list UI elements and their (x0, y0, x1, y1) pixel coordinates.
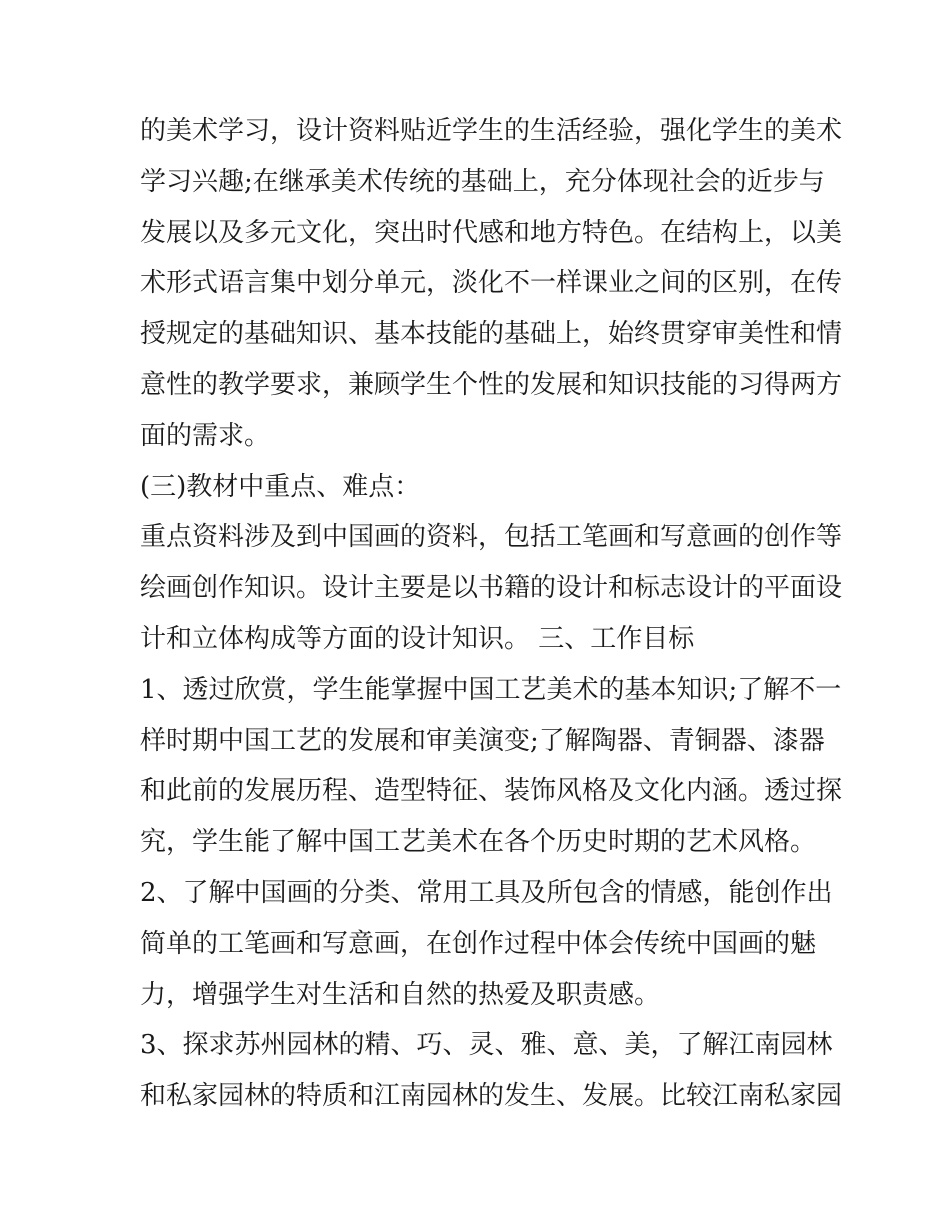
text-line: 发展以及多元文化，突出时代感和地方特色。在结构上，以美 (140, 217, 843, 248)
list-item-line: 2、了解中国画的分类、常用工具及所包含的情感，能创作出 (140, 877, 833, 908)
list-item-line: 样时期中国工艺的发展和审美演变;了解陶器、青铜器、漆器 (140, 725, 825, 756)
list-item-line: 简单的工笔画和写意画，在创作过程中体会传统中国画的魅 (140, 928, 817, 959)
list-item-line: 和私家园林的特质和江南园林的发生、发展。比较江南私家园 (140, 1081, 843, 1112)
section-heading: (三)教材中重点、难点： (140, 471, 421, 502)
text-line: 重点资料涉及到中国画的资料，包括工笔画和写意画的创作等 (140, 522, 843, 553)
text-line: 计和立体构成等方面的设计知识。 三、工作目标 (140, 623, 695, 654)
list-item-line: 究，学生能了解中国工艺美术在各个历史时期的艺术风格。 (140, 827, 817, 858)
text-line: 授规定的基础知识、基本技能的基础上，始终贯穿审美性和情 (140, 319, 843, 350)
list-item-line: 力，增强学生对生活和自然的热爱及职责感。 (140, 979, 661, 1010)
text-line: 术形式语言集中划分单元，淡化不一样课业之间的区别，在传 (140, 268, 843, 299)
list-item-line: 1、透过欣赏，学生能掌握中国工艺美术的基本知识;了解不一 (140, 674, 842, 705)
body-text (140, 106, 843, 1122)
text-line: 的美术学习，设计资料贴近学生的生活经验，强化学生的美术 (140, 116, 843, 146)
text-line: 学习兴趣;在继承美术传统的基础上，充分体现社会的近步与 (140, 166, 825, 197)
text-line: 面的需求。 (140, 420, 271, 451)
text-line: 意性的教学要求，兼顾学生个性的发展和知识技能的习得两方 (140, 369, 843, 400)
list-item-line: 和此前的发展历程、造型特征、装饰风格及文化内涵。透过探 (140, 776, 843, 807)
list-item-line: 3、探求苏州园林的精、巧、灵、雅、意、美，了解江南园林 (140, 1030, 833, 1061)
text-line: 绘画创作知识。设计主要是以书籍的设计和标志设计的平面设 (140, 573, 843, 604)
